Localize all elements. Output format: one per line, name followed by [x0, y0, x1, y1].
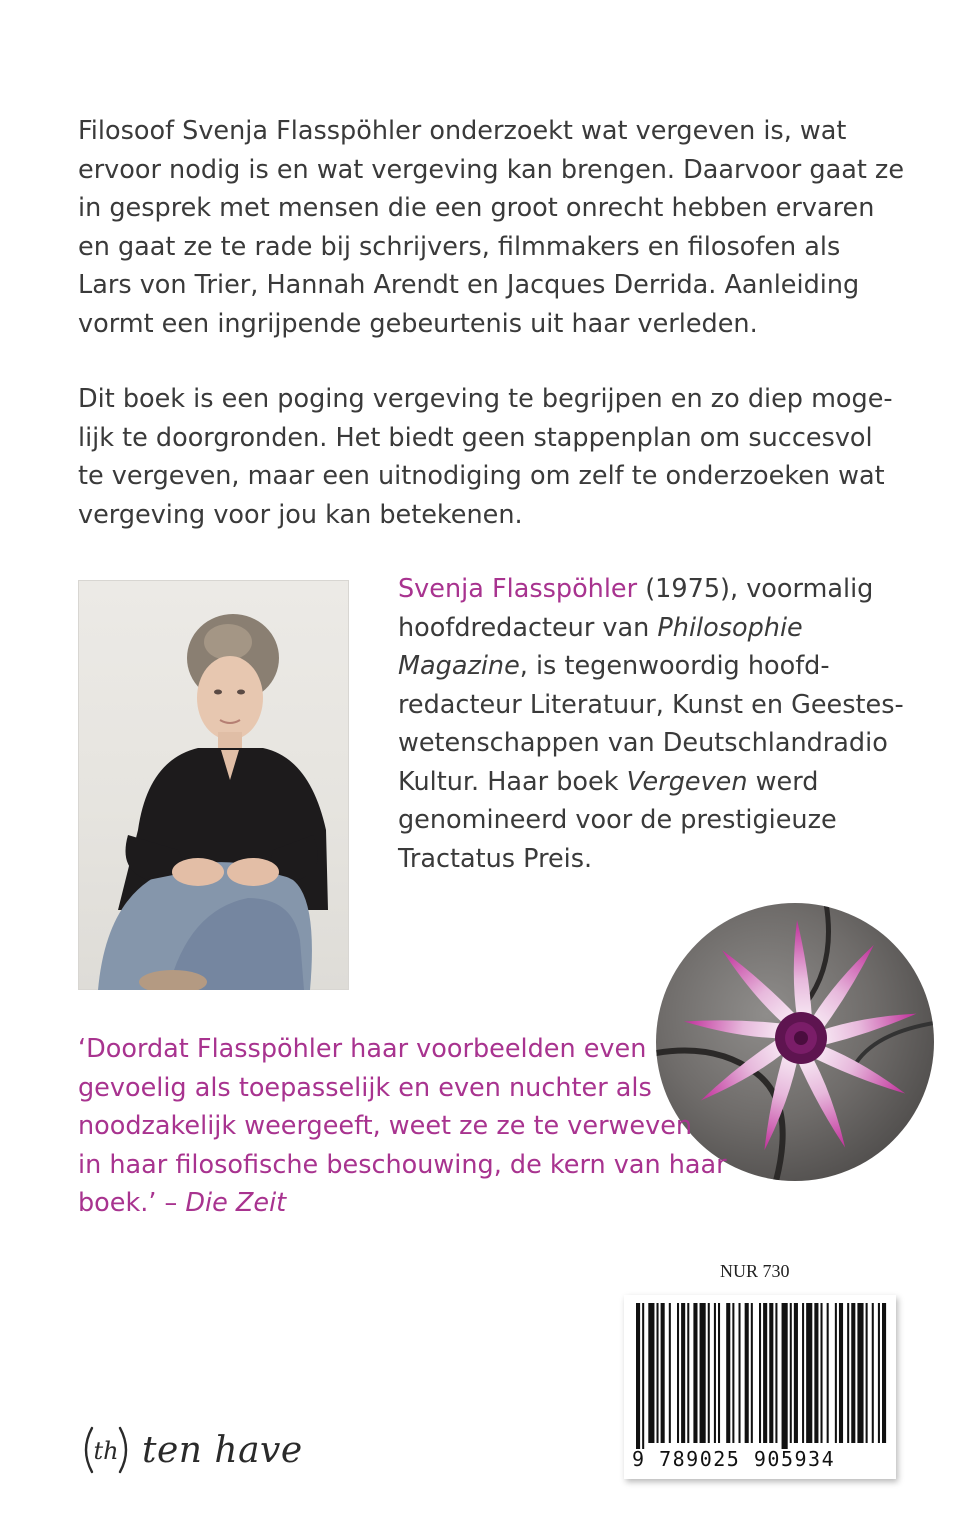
bio-line: wetenschappen van Deutschlandradio [398, 728, 888, 758]
quote-line: in haar filosofische beschouwing, de kern van haar [78, 1149, 727, 1180]
barcode-bar [708, 1303, 710, 1443]
barcode-bar [878, 1303, 880, 1443]
isbn-barcode [624, 1295, 896, 1479]
nur-code: NUR 730 [720, 1261, 790, 1281]
bio-line: genomineerd voor de prestigieuze [398, 805, 837, 835]
bio-line [398, 570, 918, 609]
bio-text: Kultur. Haar boek [398, 766, 627, 797]
quote-line [78, 1184, 778, 1223]
barcode-bar [677, 1303, 679, 1443]
text-line: te vergeven, maar een uitnodiging om zelf te onderzoeken wat [78, 461, 885, 491]
quote-line: noodzakelijk weergeeft, weet ze ze te verweven [78, 1111, 693, 1141]
quote-line: gevoelig als toepasselijk en even nuchter als [78, 1072, 652, 1103]
quote-line: ‘Doordat Flasspöhler haar voorbeelden even [78, 1034, 647, 1064]
barcode-bar [751, 1303, 753, 1443]
barcode-bar [700, 1303, 706, 1443]
barcode-bar [739, 1303, 741, 1443]
barcode-bar [687, 1303, 689, 1443]
author-bio [398, 570, 918, 878]
barcode-bar [769, 1303, 773, 1443]
description-paragraph-1 [78, 112, 905, 343]
barcode-bar [802, 1303, 804, 1443]
barcode-bar [782, 1303, 788, 1449]
bio-line: Tractatus Preis. [398, 843, 593, 874]
bio-line [398, 763, 918, 802]
publisher-mark-icon [78, 1422, 134, 1478]
magazine-title: Magazine [398, 651, 520, 681]
barcode-bar [648, 1303, 654, 1443]
barcode-bar [657, 1303, 659, 1443]
barcode-bar [693, 1303, 697, 1443]
barcode-icon [632, 1303, 888, 1449]
bio-text: werd [747, 766, 819, 797]
author-name: Svenja Flasspöhler [398, 574, 638, 604]
barcode-bar [827, 1303, 829, 1443]
author-photo [78, 580, 349, 990]
book-title: Vergeven [626, 766, 748, 797]
text-line: vormt een ingrijpende gebeurtenis uit haar verleden. [78, 308, 758, 339]
barcode-bar [857, 1303, 863, 1443]
magazine-title: Philosophie [657, 612, 803, 643]
barcode-bar [866, 1303, 868, 1443]
barcode-bar [759, 1303, 761, 1443]
bio-text: (1975), voormalig [637, 574, 874, 604]
text-line: en gaat ze te rade bij schrijvers, filmmakers en filosofen als [78, 231, 841, 262]
description-paragraph-2 [78, 380, 898, 534]
text-line: Dit boek is een poging vergeving te begrijpen en zo diep moge- [78, 384, 893, 414]
bio-line [398, 609, 918, 648]
barcode-bar [661, 1303, 665, 1443]
bio-text: , is tegenwoordig hoofd- [519, 651, 830, 681]
text-line: ervoor nodig is en wat vergeving kan brengen. Daarvoor gaat ze [78, 154, 905, 185]
barcode-bar [775, 1303, 777, 1443]
barcode-bar [636, 1303, 640, 1449]
barcode-bar [839, 1303, 843, 1443]
isbn-number: 9 789025 905934 [632, 1447, 836, 1471]
barcode-bar [851, 1303, 855, 1443]
barcode-bar [872, 1303, 874, 1443]
barcode-bar [821, 1303, 823, 1443]
barcode-bar [745, 1303, 749, 1443]
barcode-bar [806, 1303, 812, 1443]
quote-source: Die Zeit [185, 1188, 287, 1218]
svg-text:th: th [93, 1437, 119, 1465]
text-line: vergeving voor jou kan betekenen. [78, 499, 523, 530]
barcode-bar [642, 1303, 644, 1449]
barcode-bar [726, 1303, 730, 1443]
bio-text: hoofdredacteur van [398, 612, 658, 643]
publisher-logo [78, 1415, 303, 1485]
barcode-bar [763, 1303, 767, 1443]
barcode-bar [714, 1303, 716, 1443]
barcode-bar [835, 1303, 837, 1443]
barcode-bar [790, 1303, 792, 1443]
text-line: lijk te doorgronden. Het biedt geen stappenplan om succesvol [78, 422, 873, 453]
bio-line [398, 647, 918, 686]
barcode-bar [882, 1303, 886, 1443]
barcode-bar [732, 1303, 734, 1443]
barcode-bar [718, 1303, 720, 1443]
barcode-bar [681, 1303, 685, 1443]
barcode-bar [669, 1303, 671, 1443]
publisher-name: ten have [142, 1429, 303, 1471]
quote-text: boek.’ – [78, 1188, 186, 1218]
bio-line: redacteur Literatuur, Kunst en Geestes- [398, 689, 904, 720]
barcode-bar [814, 1303, 818, 1443]
barcode-bar [794, 1303, 798, 1443]
author-photo-illustration [78, 580, 349, 990]
text-line: Lars von Trier, Hannah Arendt en Jacques Derrida. Aanleiding [78, 270, 860, 300]
text-line: in gesprek met mensen die een groot onrecht hebben ervaren [78, 193, 875, 223]
barcode-bar [847, 1303, 849, 1443]
text-line: Filosoof Svenja Flasspöhler onderzoekt wat vergeven is, wat [78, 116, 847, 146]
review-quote [78, 1030, 778, 1223]
